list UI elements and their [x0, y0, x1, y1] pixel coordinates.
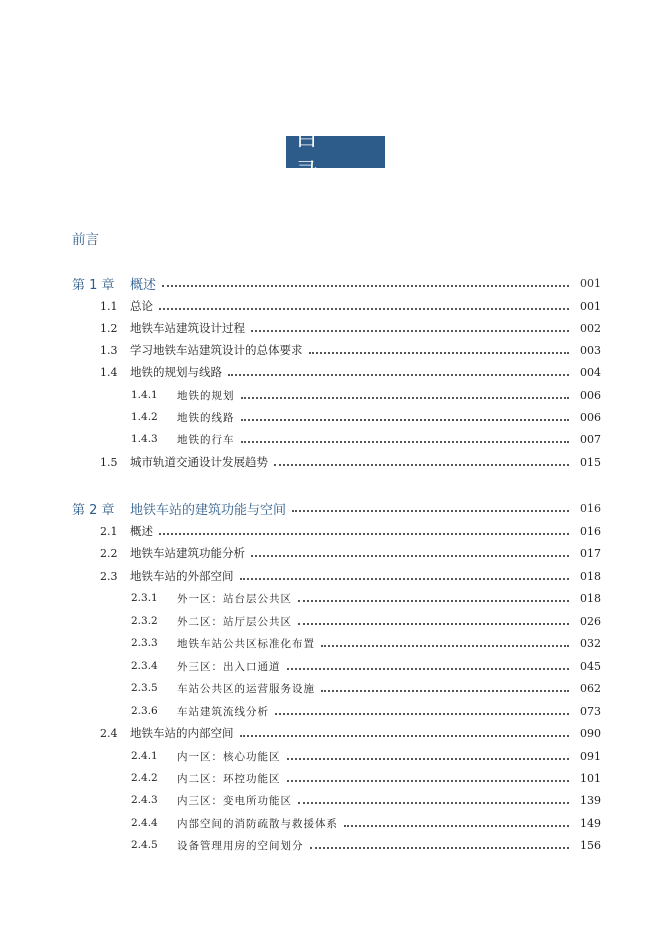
dot-leader	[287, 780, 570, 782]
toc-entry-page-number: 073	[580, 704, 601, 718]
toc-entry-number: 2.3	[100, 569, 118, 583]
toc-entry-title: 地铁的规划	[177, 389, 235, 402]
toc-entry-page-number: 018	[580, 591, 601, 605]
toc-entry-page-number: 001	[580, 299, 601, 313]
dot-leader	[309, 352, 570, 354]
toc-entry-title: 地铁的行车	[177, 433, 235, 446]
dot-leader	[292, 510, 569, 512]
toc-entry-title: 地铁车站的内部空间	[130, 726, 234, 740]
toc-entry-section[interactable]	[0, 295, 671, 317]
toc-entry-subsection[interactable]	[0, 700, 671, 722]
toc-entry-number: 1.3	[100, 343, 118, 357]
toc-entry-title: 内部空间的消防疏散与救援体系	[177, 817, 338, 830]
dot-leader	[344, 825, 569, 827]
dot-leader	[287, 758, 570, 760]
toc-entry-page-number: 062	[580, 681, 601, 695]
toc-entry-page-number: 002	[580, 321, 601, 335]
dot-leader	[251, 330, 569, 332]
toc-entry-page-number: 001	[580, 276, 601, 290]
toc-entry-page-number: 156	[580, 838, 601, 852]
dot-leader	[241, 419, 570, 421]
toc-entry-number: 2.3.6	[131, 705, 158, 717]
dot-leader	[274, 464, 569, 466]
toc-entry-section[interactable]	[0, 317, 671, 339]
toc-entry-page-number: 006	[580, 388, 601, 402]
toc-entry-section[interactable]	[0, 451, 671, 473]
toc-entry-number: 2.4.3	[131, 794, 158, 806]
toc-entry-number: 第 1 章	[72, 277, 115, 293]
toc-entry-title: 车站建筑流线分析	[177, 705, 269, 718]
toc-entry-number: 1.4	[100, 365, 118, 379]
toc-entry-page-number: 101	[580, 771, 601, 785]
toc-entry-subsection[interactable]	[0, 789, 671, 811]
toc-entry-page-number: 015	[580, 455, 601, 469]
toc-entry-number: 2.4.2	[131, 772, 158, 784]
toc-entry-page-number: 091	[580, 749, 601, 763]
toc-entry-page-number: 090	[580, 726, 601, 740]
dot-leader	[310, 847, 570, 849]
dot-leader	[159, 308, 569, 310]
toc-entry-page-number: 045	[580, 659, 601, 673]
toc-entry-number: 2.3.4	[131, 660, 158, 672]
toc-entry-number: 2.1	[100, 524, 118, 538]
toc-entry-subsection[interactable]	[0, 812, 671, 834]
dot-leader	[162, 285, 569, 287]
toc-entry-subsection[interactable]	[0, 406, 671, 428]
toc-entry-section[interactable]	[0, 565, 671, 587]
toc-entry-number: 2.4.1	[131, 750, 158, 762]
toc-entry-number: 1.2	[100, 321, 118, 335]
toc-entry-number: 1.4.2	[131, 411, 158, 423]
toc-entry-title: 地铁的规划与线路	[130, 365, 222, 379]
toc-entry-title: 概述	[130, 524, 153, 538]
toc-entry-page-number: 004	[580, 365, 601, 379]
toc-entry-page-number: 017	[580, 546, 601, 560]
toc-entry-page-number: 139	[580, 793, 601, 807]
dot-leader	[241, 441, 570, 443]
toc-entry-page-number: 018	[580, 569, 601, 583]
toc-entry-subsection[interactable]	[0, 655, 671, 677]
toc-entry-subsection[interactable]	[0, 610, 671, 632]
dot-leader	[298, 600, 569, 602]
toc-entry-subsection[interactable]	[0, 677, 671, 699]
dot-leader	[159, 533, 569, 535]
toc-entry-title: 地铁车站建筑设计过程	[130, 321, 245, 335]
preface-heading: 前言	[72, 232, 99, 248]
toc-entry-page-number: 016	[580, 524, 601, 538]
toc-entry-subsection[interactable]	[0, 745, 671, 767]
toc-entry-number: 2.4.4	[131, 817, 158, 829]
toc-entry-number: 第 2 章	[72, 502, 115, 518]
toc-entry-number: 2.3.3	[131, 637, 158, 649]
toc-entry-title: 总论	[130, 299, 153, 313]
dot-leader	[298, 802, 569, 804]
toc-entry-chapter[interactable]	[0, 497, 671, 519]
toc-entry-title: 概述	[130, 277, 157, 293]
toc-entry-title: 地铁车站建筑功能分析	[130, 546, 245, 560]
toc-entry-number: 2.4	[100, 726, 118, 740]
toc-entry-number: 2.3.1	[131, 592, 158, 604]
dot-leader	[240, 578, 570, 580]
toc-entry-section[interactable]	[0, 542, 671, 564]
toc-entry-subsection[interactable]	[0, 428, 671, 450]
toc-entry-subsection[interactable]	[0, 767, 671, 789]
toc-entry-number: 2.3.5	[131, 682, 158, 694]
toc-entry-title: 学习地铁车站建筑设计的总体要求	[130, 343, 303, 357]
dot-leader	[287, 668, 570, 670]
toc-entry-page-number: 006	[580, 410, 601, 424]
toc-entry-title: 地铁车站的外部空间	[130, 569, 234, 583]
dot-leader	[251, 555, 569, 557]
toc-entry-page-number: 026	[580, 614, 601, 628]
toc-entry-number: 1.1	[100, 299, 118, 313]
toc-entry-page-number: 007	[580, 432, 601, 446]
dot-leader	[275, 713, 569, 715]
dot-leader	[298, 623, 569, 625]
toc-entry-section[interactable]	[0, 339, 671, 361]
toc-entry-title: 内一区：核心功能区	[177, 750, 281, 763]
toc-entry-section[interactable]	[0, 520, 671, 542]
dot-leader	[321, 645, 569, 647]
toc-entry-number: 2.3.2	[131, 615, 158, 627]
toc-entry-title: 地铁车站公共区标准化布置	[177, 637, 315, 650]
toc-entry-chapter[interactable]	[0, 272, 671, 294]
dot-leader	[228, 374, 569, 376]
toc-entry-number: 1.5	[100, 455, 118, 469]
toc-entry-subsection[interactable]	[0, 587, 671, 609]
toc-entry-title: 设备管理用房的空间划分	[177, 839, 304, 852]
toc-entry-title: 地铁车站的建筑功能与空间	[130, 502, 287, 518]
toc-entry-title: 地铁的线路	[177, 411, 235, 424]
toc-entry-title: 城市轨道交通设计发展趋势	[130, 455, 268, 469]
toc-entry-title: 内二区：环控功能区	[177, 772, 281, 785]
toc-entry-subsection[interactable]	[0, 384, 671, 406]
toc-entry-section[interactable]	[0, 722, 671, 744]
toc-entry-subsection[interactable]	[0, 834, 671, 856]
toc-entry-title: 外二区：站厅层公共区	[177, 615, 292, 628]
toc-entry-section[interactable]	[0, 361, 671, 383]
toc-entry-page-number: 003	[580, 343, 601, 357]
toc-entry-page-number: 032	[580, 636, 601, 650]
toc-entry-title: 车站公共区的运营服务设施	[177, 682, 315, 695]
dot-leader	[321, 690, 569, 692]
toc-entry-title: 外一区：站台层公共区	[177, 592, 292, 605]
toc-entry-subsection[interactable]	[0, 632, 671, 654]
toc-entry-number: 2.4.5	[131, 839, 158, 851]
toc-entry-title: 内三区：变电所功能区	[177, 794, 292, 807]
toc-entry-number: 1.4.3	[131, 433, 158, 445]
toc-entry-page-number: 149	[580, 816, 601, 830]
toc-entry-number: 2.2	[100, 546, 118, 560]
toc-entry-title: 外三区：出入口通道	[177, 660, 281, 673]
dot-leader	[240, 735, 570, 737]
dot-leader	[241, 397, 570, 399]
page-title: 目 录	[286, 136, 385, 168]
toc-entry-page-number: 016	[580, 501, 601, 515]
toc-entry-number: 1.4.1	[131, 389, 158, 401]
